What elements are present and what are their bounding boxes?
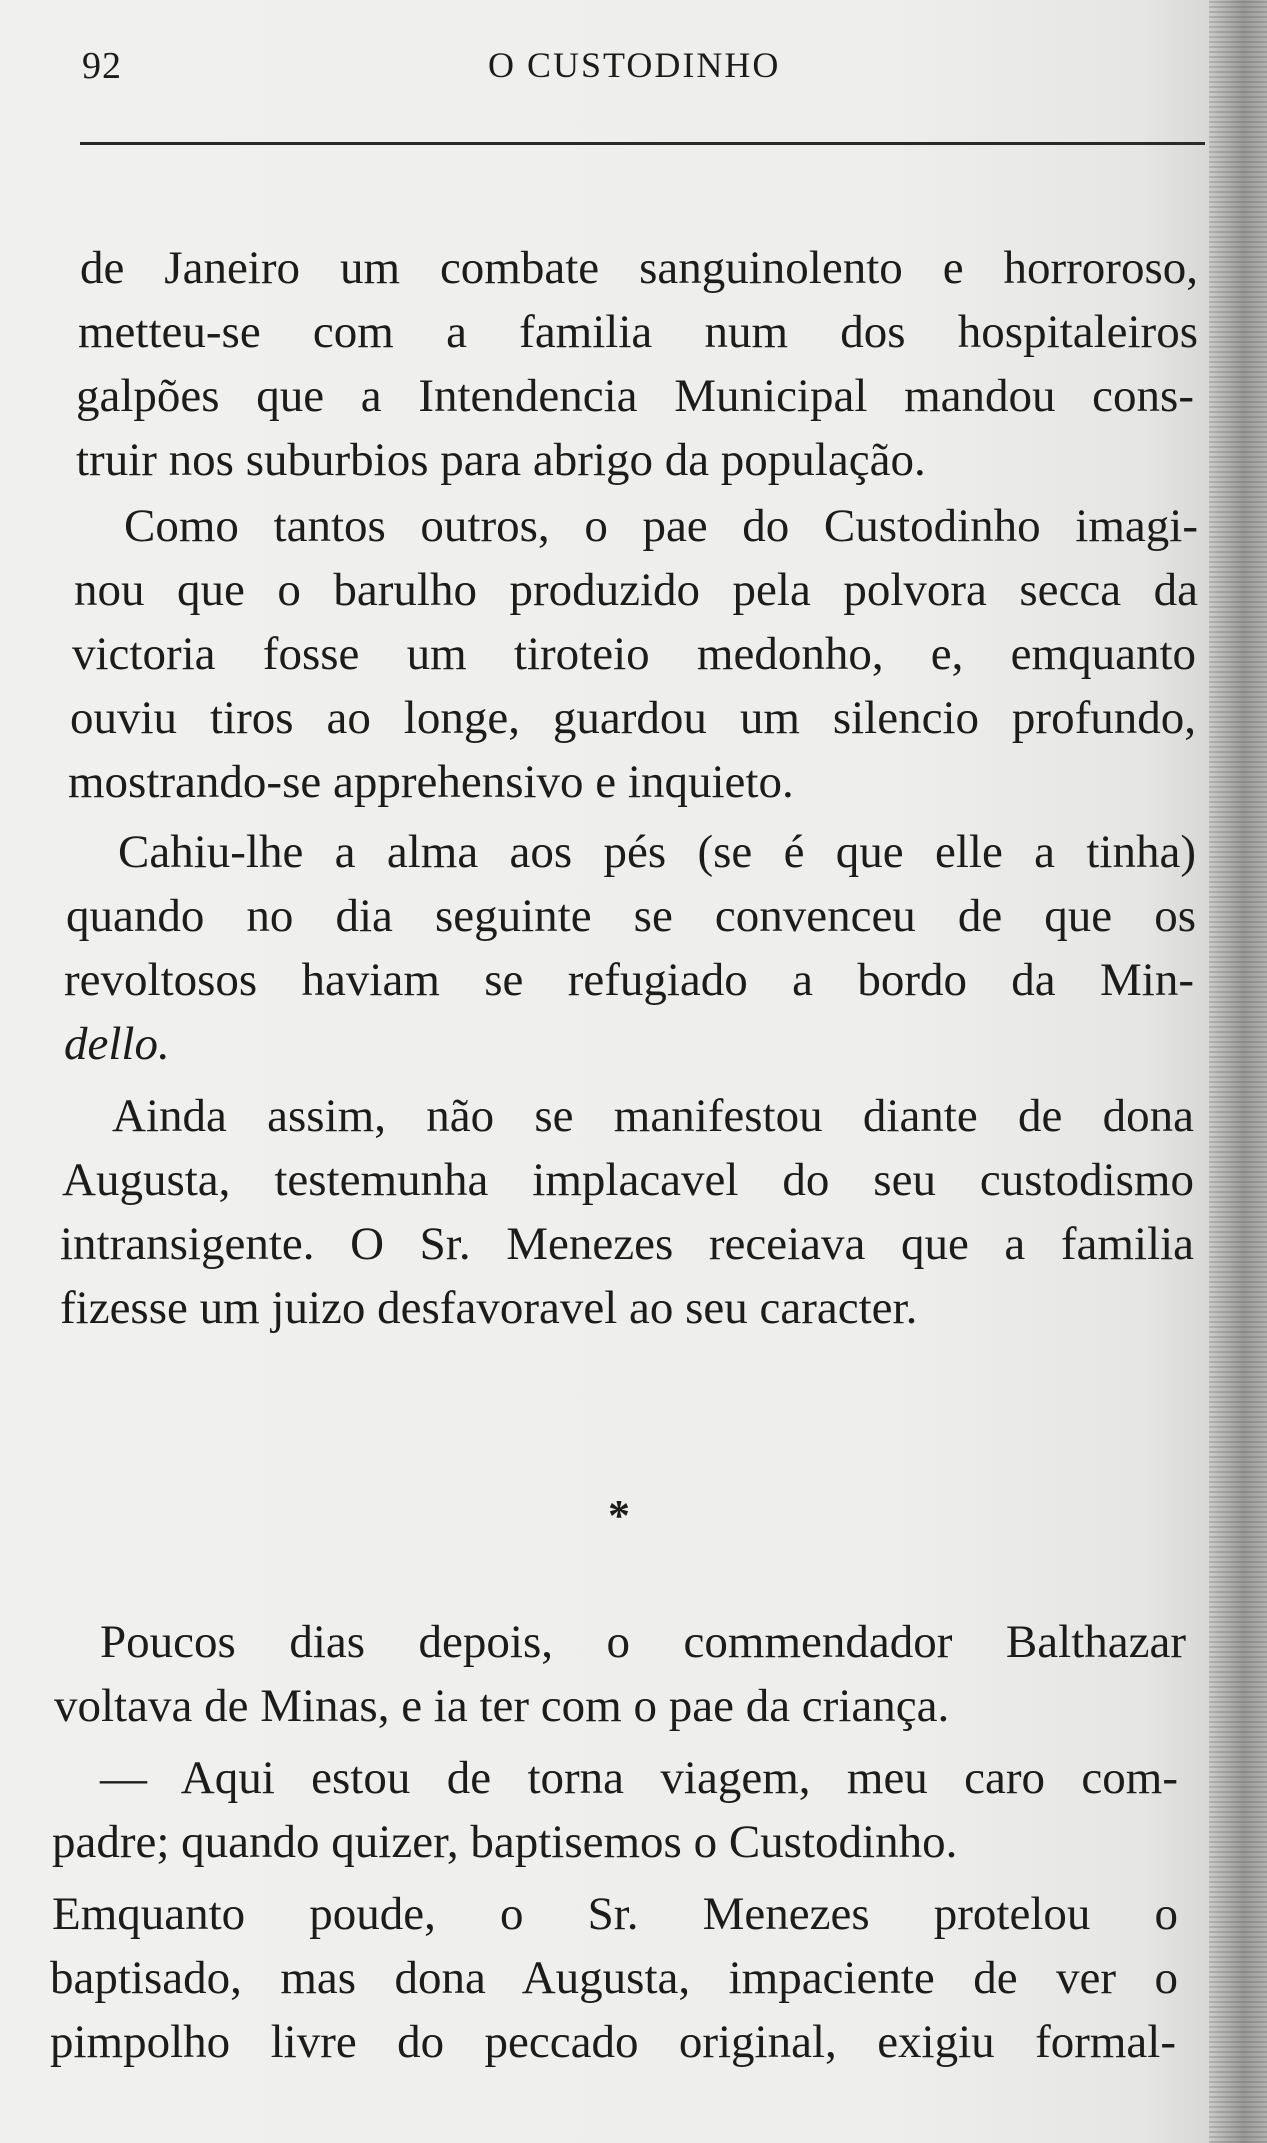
text-line: padre; quando quizer, baptisemos o Custodinho. (52, 1816, 958, 1868)
text-line: intransigente. O Sr. Menezes receiava que a familia (60, 1218, 1194, 1270)
text-line: ouviu tiros ao longe, guardou um silencio profundo, (70, 692, 1196, 744)
text-line: Ainda assim, não se manifestou diante de dona (112, 1090, 1194, 1142)
header-rule (80, 142, 1205, 145)
text-line: — Aqui estou de torna viagem, meu caro com- (100, 1752, 1178, 1804)
text-line: victoria fosse um tiroteio medonho, e, emquanto (72, 628, 1196, 680)
text-line: metteu-se com a familia num dos hospitaleiros (78, 306, 1198, 358)
text-line: mostrando-se apprehensivo e inquieto. (68, 756, 794, 808)
text-line: fizesse um juizo desfavoravel ao seu caracter. (60, 1282, 918, 1334)
text-line: revoltosos haviam se refugiado a bordo da Min- (64, 954, 1194, 1006)
page-number: 92 (82, 45, 122, 87)
text-line: Poucos dias depois, o commendador Balthazar (100, 1616, 1186, 1668)
text-line: Augusta, testemunha implacavel do seu custodismo (62, 1154, 1194, 1206)
text-line: quando no dia seguinte se convenceu de que os (66, 890, 1196, 942)
text-line: baptisado, mas dona Augusta, impaciente de ver o (50, 1952, 1178, 2004)
text-line: de Janeiro um combate sanguinolento e horroroso, (80, 242, 1198, 294)
page-header (78, 44, 1193, 94)
text-line: nou que o barulho produzido pela polvora secca da (74, 564, 1198, 616)
text-line: Cahiu-lhe a alma aos pés (se é que elle a tinha) (118, 826, 1196, 878)
section-separator: * (608, 1491, 630, 1540)
running-title: O CUSTODINHO (488, 45, 781, 85)
text-line: Como tantos outros, o pae do Custodinho imagi- (124, 500, 1198, 552)
text-line: voltava de Minas, e ia ter com o pae da criança. (54, 1680, 950, 1732)
text-line: Emquanto poude, o Sr. Menezes protelou o (52, 1888, 1178, 1940)
text-line: truir nos suburbios para abrigo da população. (76, 434, 926, 486)
binding-shadow (1209, 0, 1267, 2143)
text-line: pimpolho livre do peccado original, exigiu formal- (50, 2016, 1176, 2068)
text-line: dello. (64, 1018, 170, 1070)
text-line: galpões que a Intendencia Municipal mandou cons- (76, 370, 1194, 422)
